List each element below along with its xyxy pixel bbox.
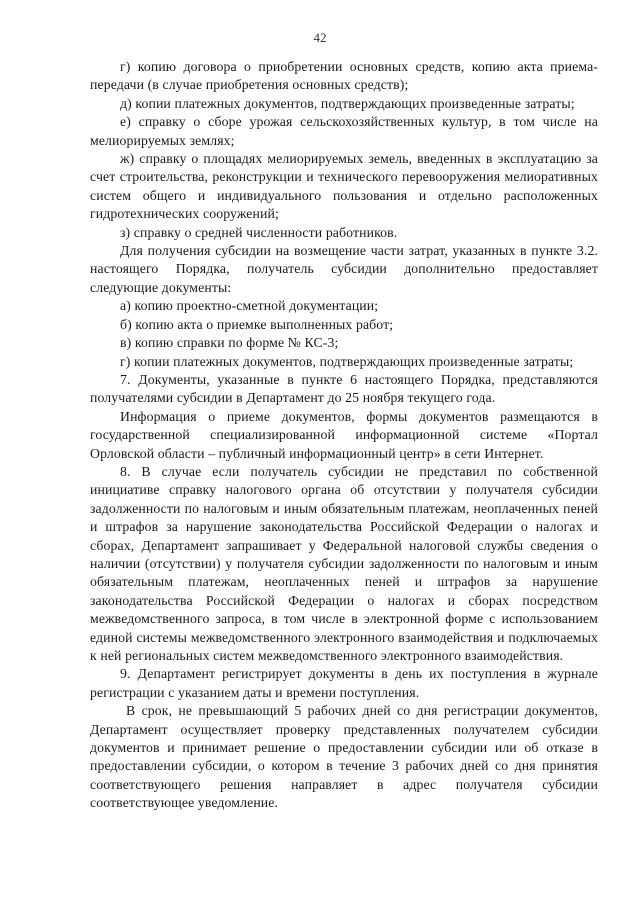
paragraph-item-b: б) копию акта о приемке выполненных работ; xyxy=(120,316,394,332)
paragraph-info-placement: Информация о приеме документов, формы документов размещаются в государственной специализированной информационной системе «Портал Орловской области – публичный информационный центр» в сети Интернет. xyxy=(90,408,598,461)
paragraph-review-term: В срок, не превышающий 5 рабочих дней со дня регистрации документов, Департамент осуществляет проверку представленных получателем субсидии документов и принимает решение о предоставлении субсидии или об отказе в предоставлении субсидии, о котором в течение 3 рабочих дней со дня принятия соответствующего решения направляет в адрес получателя субсидии соответствующее уведомление. xyxy=(90,703,598,811)
paragraph-section-7: 7. Документы, указанные в пункте 6 настоящего Порядка, представляются получателями субсидии в Департамент до 25 ноября текущего года. xyxy=(90,371,598,406)
paragraph-item-g2: г) копии платежных документов, подтверждающих произведенные затраты; xyxy=(120,353,574,369)
paragraph-item-d: д) копии платежных документов, подтверждающих произведенные затраты; xyxy=(120,95,575,111)
paragraph-item-v: в) копию справки по форме № КС-3; xyxy=(120,335,339,351)
document-body xyxy=(90,58,598,813)
paragraph-item-zh: ж) справку о площадях мелиорируемых земель, введенных в эксплуатацию за счет строительства, реконструкции и технического перевооружения мелиоративных систем общего и индивидуального пользования и отдельно расположенных гидротехнических сооружений; xyxy=(90,151,598,222)
paragraph-item-a: а) копию проектно-сметной документации; xyxy=(120,298,379,314)
paragraph-item-e: е) справку о сборе урожая сельскохозяйственных культур, в том числе на мелиорируемых землях; xyxy=(90,114,598,148)
paragraph-section-9: 9. Департамент регистрирует документы в день их поступления в журнале регистрации с указанием даты и времени поступления. xyxy=(90,666,598,700)
page-number: 42 xyxy=(313,30,327,45)
paragraph-item-z: з) справку о средней численности работников. xyxy=(120,224,398,240)
paragraph-additional-docs-intro: Для получения субсидии на возмещение части затрат, указанных в пункте 3.2. настоящего Порядка, получатель субсидии дополнительно предоставляет следующие документы: xyxy=(90,243,598,295)
paragraph-section-8: 8. В случае если получатель субсидии не представил по собственной инициативе справку налогового органа об отсутствии у получателя субсидии задолженности по налоговым и иным обязательным платежам, неоплаченных пеней и штрафов за нарушение законодательства Российской Федерации о налогах и сборах, Департамент запрашивает у Федеральной налоговой службы сведения о наличии (отсутствии) у получателя субсидии задолженности по налоговым и иным обязательным платежам, неоплаченных пеней и штрафов за нарушение законодательства Российской Федерации о налогах и сборах посредством межведомственного запроса, в том числе в электронной форме с использованием единой системы межведомственного электронного взаимодействия и подключаемых к ней региональных систем межведомственного электронного взаимодействия. xyxy=(90,463,598,663)
paragraph-item-g: г) копию договора о приобретении основных средств, копию акта приема-передачи (в случае приобретения основных средств); xyxy=(90,59,598,93)
